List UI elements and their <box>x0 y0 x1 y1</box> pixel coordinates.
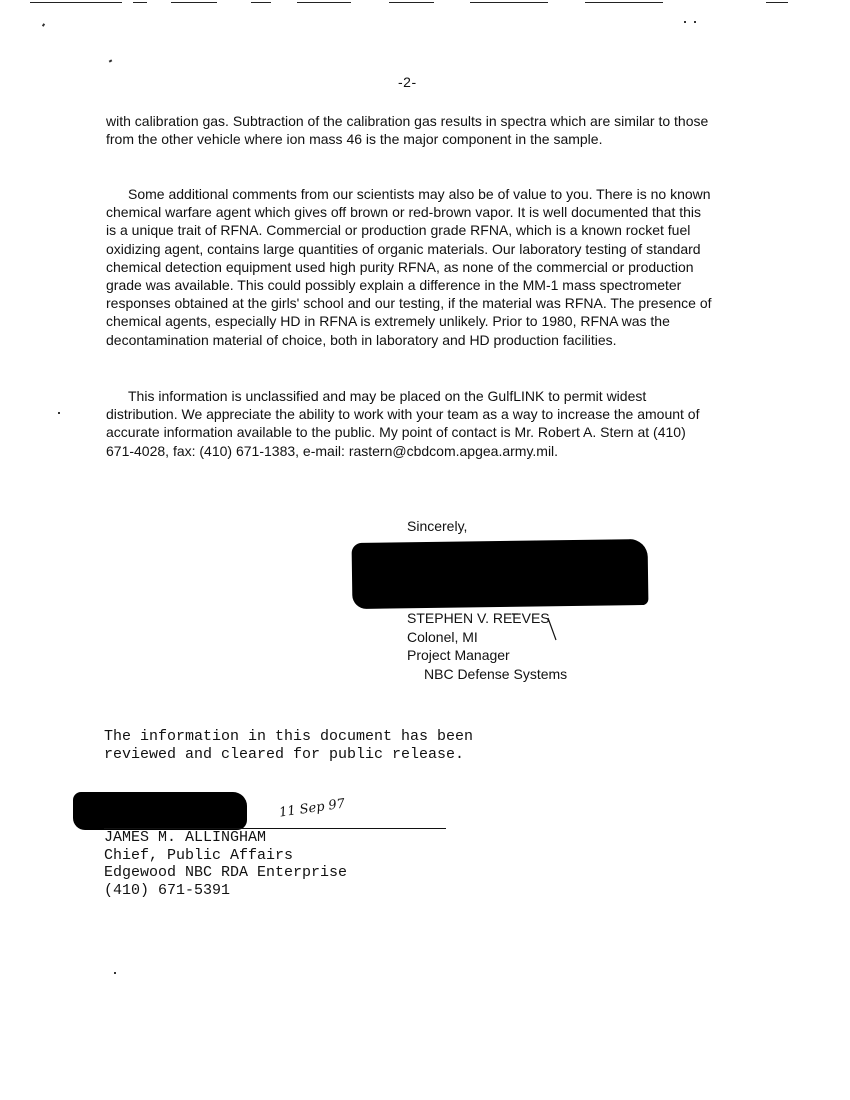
approver-phone: (410) 671-5391 <box>104 881 231 899</box>
redacted-approver-signature <box>73 792 247 830</box>
scan-speck <box>114 972 116 974</box>
release-note-line-2: reviewed and cleared for public release. <box>104 745 465 763</box>
paragraph-1: with calibration gas. Subtraction of the calibration gas results in spectra which are similar to those from the other vehicle where ion mass 46 is the major component in the sample. <box>106 113 709 148</box>
approver-title: Chief, Public Affairs <box>104 846 294 864</box>
release-note <box>104 728 473 763</box>
approver-block <box>104 829 347 899</box>
closing: Sincerely, <box>407 518 468 534</box>
scan-speck <box>58 412 60 414</box>
signatory-name: STEPHEN V. REEVES <box>407 610 550 626</box>
approver-name: JAMES M. ALLINGHAM <box>104 829 267 846</box>
signatory-office: NBC Defense Systems <box>424 665 568 682</box>
paragraph-2: Some additional comments from our scientists may also be of value to you. There is no known chemical warfare agent which gives off brown or red-brown vapor. It is well documented that this is a unique trait of RFNA. Commercial or production grade RFNA, which is a known rocket fuel oxidizing agent, contains large quantities of organic materials. Our laboratory testing of standard chemical detection equipment used high purity RFNA, as none of the commercial or production grade was available. This could possibly explain a difference in the MM-1 mass spectrometer responses obtained at the girls' school and our testing, if the material was RFNA. The presence of chemical agents, especially HD in RFNA is extremely unlikely. Prior to 1980, RFNA was the decontamination material of choice, both in laboratory and HD production facilities. <box>106 186 712 348</box>
scan-speck <box>684 21 686 23</box>
scan-speck <box>694 21 696 23</box>
paragraph-3: This information is unclassified and may be placed on the GulfLINK to permit widest distribution. We appreciate the ability to work with your team as a way to increase the amount of accurate information available to the public. My point of contact is Mr. Robert A. Stern at (410) 671-4028, fax: (410) 671-1383, e-mail: rastern@cbdcom.apgea.army.mil. <box>106 388 700 459</box>
scan-speck <box>109 59 113 62</box>
redacted-signature <box>352 539 649 609</box>
approver-org: Edgewood NBC RDA Enterprise <box>104 864 348 881</box>
page-number: -2- <box>398 74 417 90</box>
signatory-rank: Colonel, MI <box>407 628 478 645</box>
handwritten-date: 11 Sep 97 <box>278 796 347 821</box>
scan-speck <box>42 23 45 27</box>
release-note-line-1: The information in this document has been <box>104 728 474 745</box>
signatory-title: Project Manager <box>407 647 510 663</box>
pen-stroke <box>510 612 558 642</box>
